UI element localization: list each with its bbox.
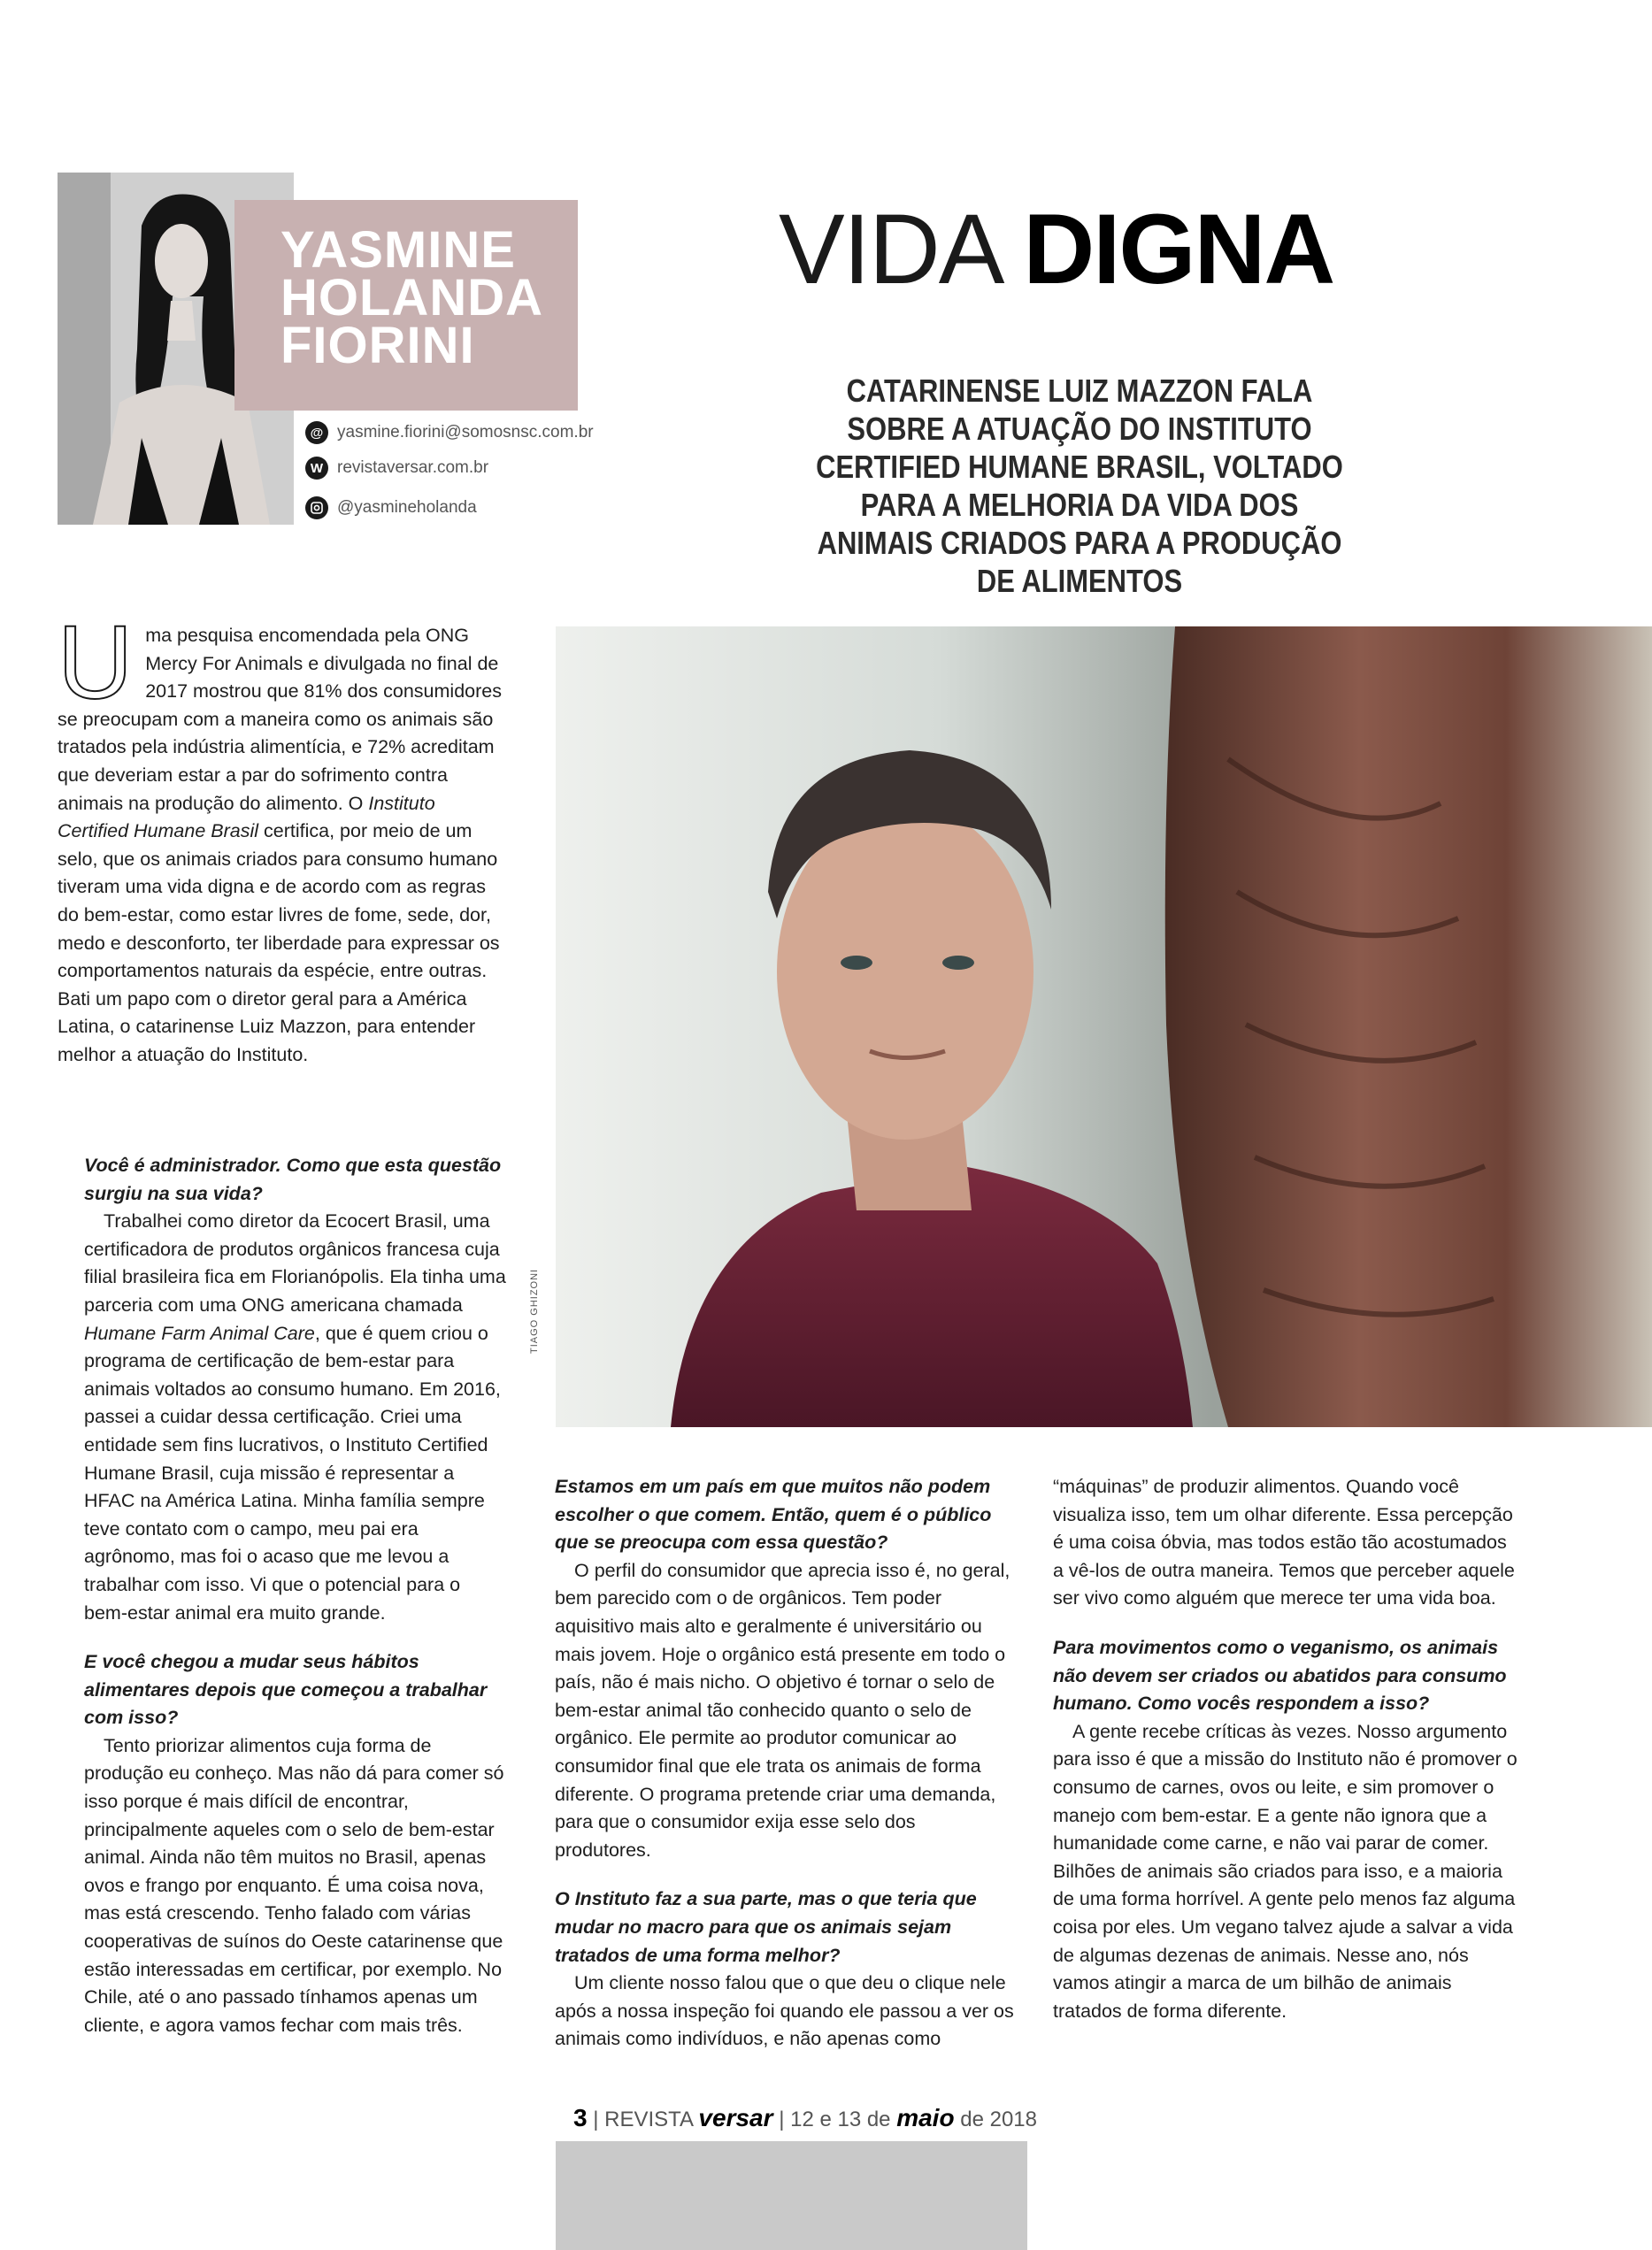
footer-revista: REVISTA [604, 2108, 693, 2131]
photo-credit: TIAGO GHIZONI [529, 1268, 540, 1354]
intro-text-b: certifica, por meio de um selo, que os animais criados para consumo humano tiveram uma vida digna e de acordo com as regras do bem-estar, como estar livres de fome, sede, dor, medo e desconforto, ter liberdade para expressar os comportamentos naturais da espécie, entre outras. Bati um papo com o diretor geral para a América Latina, o catarinense Luiz Mazzon, para entender melhor a atuação do Instituto. [58, 820, 500, 1065]
interview-photo [556, 626, 1652, 1427]
at-icon: @ [305, 421, 328, 444]
author-email-row[interactable] [305, 421, 594, 444]
instagram-icon [305, 496, 328, 519]
intro-paragraph [58, 604, 511, 1070]
author-instagram-row[interactable] [305, 496, 477, 519]
intro-text-italic: Instituto Certified Humane Brasil [58, 792, 435, 842]
intro-text-a: ma pesquisa encomendada pela ONG Mercy For Animals e divulgada no final de 2017 mostrou que 81% dos consumidores se preocupam com a maneira como os animais são tratados pela indústria alimentícia, e 72% acreditam que deveriam estar a par do sofrimento contra animais na produção do alimento. O [58, 625, 502, 814]
author-website-row[interactable] [305, 457, 488, 480]
dropcap: U [58, 604, 134, 721]
footer-month: maio [896, 2104, 955, 2131]
page-footer [573, 2104, 1037, 2132]
author-name-box [234, 200, 578, 411]
answer-4-continued: “máquinas” de produzir alimentos. Quando você visualiza isso, tem um olhar diferente. Essa percepção é uma coisa óbvia, mas todos estão tão acostumados a vê-los de outra maneira. Temos que perceber aquele ser vivo como alguém que merece ter uma vida boa. [1053, 1476, 1515, 1609]
footer-separator-2: | [779, 2108, 785, 2131]
footer-brand: versar [698, 2104, 773, 2131]
headline-bold: DIGNA [1023, 194, 1334, 304]
author-name-line-3: FIORINI [280, 317, 475, 374]
author-email[interactable]: yasmine.fiorini@somosnsc.com.br [337, 423, 594, 442]
question-2: E você chegou a mudar seus hábitos alimentares depois que começou a trabalhar com isso? [84, 1651, 488, 1729]
column-3 [1053, 1473, 1520, 2025]
headline-light: VIDA [779, 194, 998, 304]
author-website[interactable]: revistaversar.com.br [337, 458, 489, 477]
author-name-line-2: HOLANDA [280, 269, 543, 326]
question-4: O Instituto faz a sua parte, mas o que teria que mudar no macro para que os animais sejam tratados de uma forma melhor? [555, 1888, 977, 1966]
footer-separator-1: | [593, 2108, 599, 2131]
question-3: Estamos em um país em que muitos não podem escolher o que comem. Então, quem é o público que se preocupa com essa questão? [555, 1476, 992, 1554]
question-1: Você é administrador. Como que esta questão surgiu na sua vida? [84, 1155, 502, 1204]
page-number: 3 [573, 2104, 588, 2131]
answer-5: A gente recebe críticas às vezes. Nosso argumento para isso é que a missão do Instituto não é promover o consumo de carnes, ovos ou leite, e sim promover o manejo com bem-estar. E a gente não ignora que a humanidade come carne, e não vai parar de comer. Bilhões de animais são criados para isso, e a maioria de uma forma horrível. A gente pelo menos faz alguma coisa por eles. Um vegano talvez ajude a salvar a vida de algumas dezenas de animais. Nesse ano, nós vamos atingir a marca de um bilhão de animais tratados de forma diferente. [1053, 1720, 1518, 2022]
answer-4: Um cliente nosso falou que o que deu o clique nele após a nossa inspeção foi quando ele passou a ver os animais como indivíduos, e não apenas como [555, 1972, 1014, 2050]
author-name-line-1: YASMINE [280, 221, 516, 279]
column-1 [84, 1152, 509, 2039]
subtitle: CATARINENSE LUIZ MAZZON FALA SOBRE A ATUAÇÃO DO INSTITUTO CERTIFIED HUMANE BRASIL, VOLTADO PARA A MELHORIA DA VIDA DOS ANIMAIS CRIADOS PARA A PRODUÇÃO DE ALIMENTOS [816, 372, 1343, 599]
web-icon: W [305, 457, 328, 480]
portrait-photo-illustration [556, 626, 1652, 1427]
headline [779, 196, 1333, 303]
author-instagram[interactable]: @yasmineholanda [337, 498, 477, 517]
column-2 [555, 1473, 1015, 2054]
answer-3: O perfil do consumidor que aprecia isso é, no geral, bem parecido com o de orgânicos. Tem poder aquisitivo mais alto e geralmente é universitário ou mais jovem. Hoje o orgânico está presente em todo o país, não é mais nicho. O objetivo é tornar o selo de bem-estar animal tão conhecido quanto o selo de orgânico. Ele permite ao produtor comunicar ao consumidor final que ele trata os animais de forma diferente. O programa pretende criar uma demanda, para que o consumidor exija esse selo dos produtores. [555, 1559, 1010, 1861]
footer-date-pre: 12 e 13 de [790, 2108, 891, 2131]
answer-1: Trabalhei como diretor da Ecocert Brasil, uma certificadora de produtos orgânicos francesa cuja filial brasileira fica em Florianópolis. Ela tinha uma parceria com uma ONG americana chamada Humane Farm Animal Care, que é quem criou o programa de certificação de bem-estar para animais voltados ao consumo humano. Em 2016, passei a cuidar dessa certificação. Criei uma entidade sem fins lucrativos, o Instituto Certified Humane Brasil, cuja missão é representar a HFAC na América Latina. Minha família sempre teve contato com o campo, meu pai era agrônomo, mas foi o acaso que me levou a trabalhar com isso. Vi que o potencial para o bem-estar animal era muito grande. [84, 1210, 506, 1624]
footer-bar [556, 2141, 1027, 2250]
question-5: Para movimentos como o veganismo, os animais não devem ser criados ou abatidos para consumo humano. Como vocês respondem a isso? [1053, 1636, 1507, 1715]
answer-2: Tento priorizar alimentos cuja forma de produção eu conheço. Mas não dá para comer só isso porque é mais difícil de encontrar, principalmente aqueles com o selo de bem-estar animal. Ainda não têm muitos no Brasil, apenas ovos e frango por enquanto. É uma coisa nova, mas está crescendo. Tenho falado com várias cooperativas de suínos do Oeste catarinense que estão interessadas em certificar, por exemplo. No Chile, até o ano passado tínhamos apenas um cliente, e agora vamos fechar com mais três. [84, 1734, 504, 2036]
footer-date-post: de 2018 [960, 2108, 1037, 2131]
